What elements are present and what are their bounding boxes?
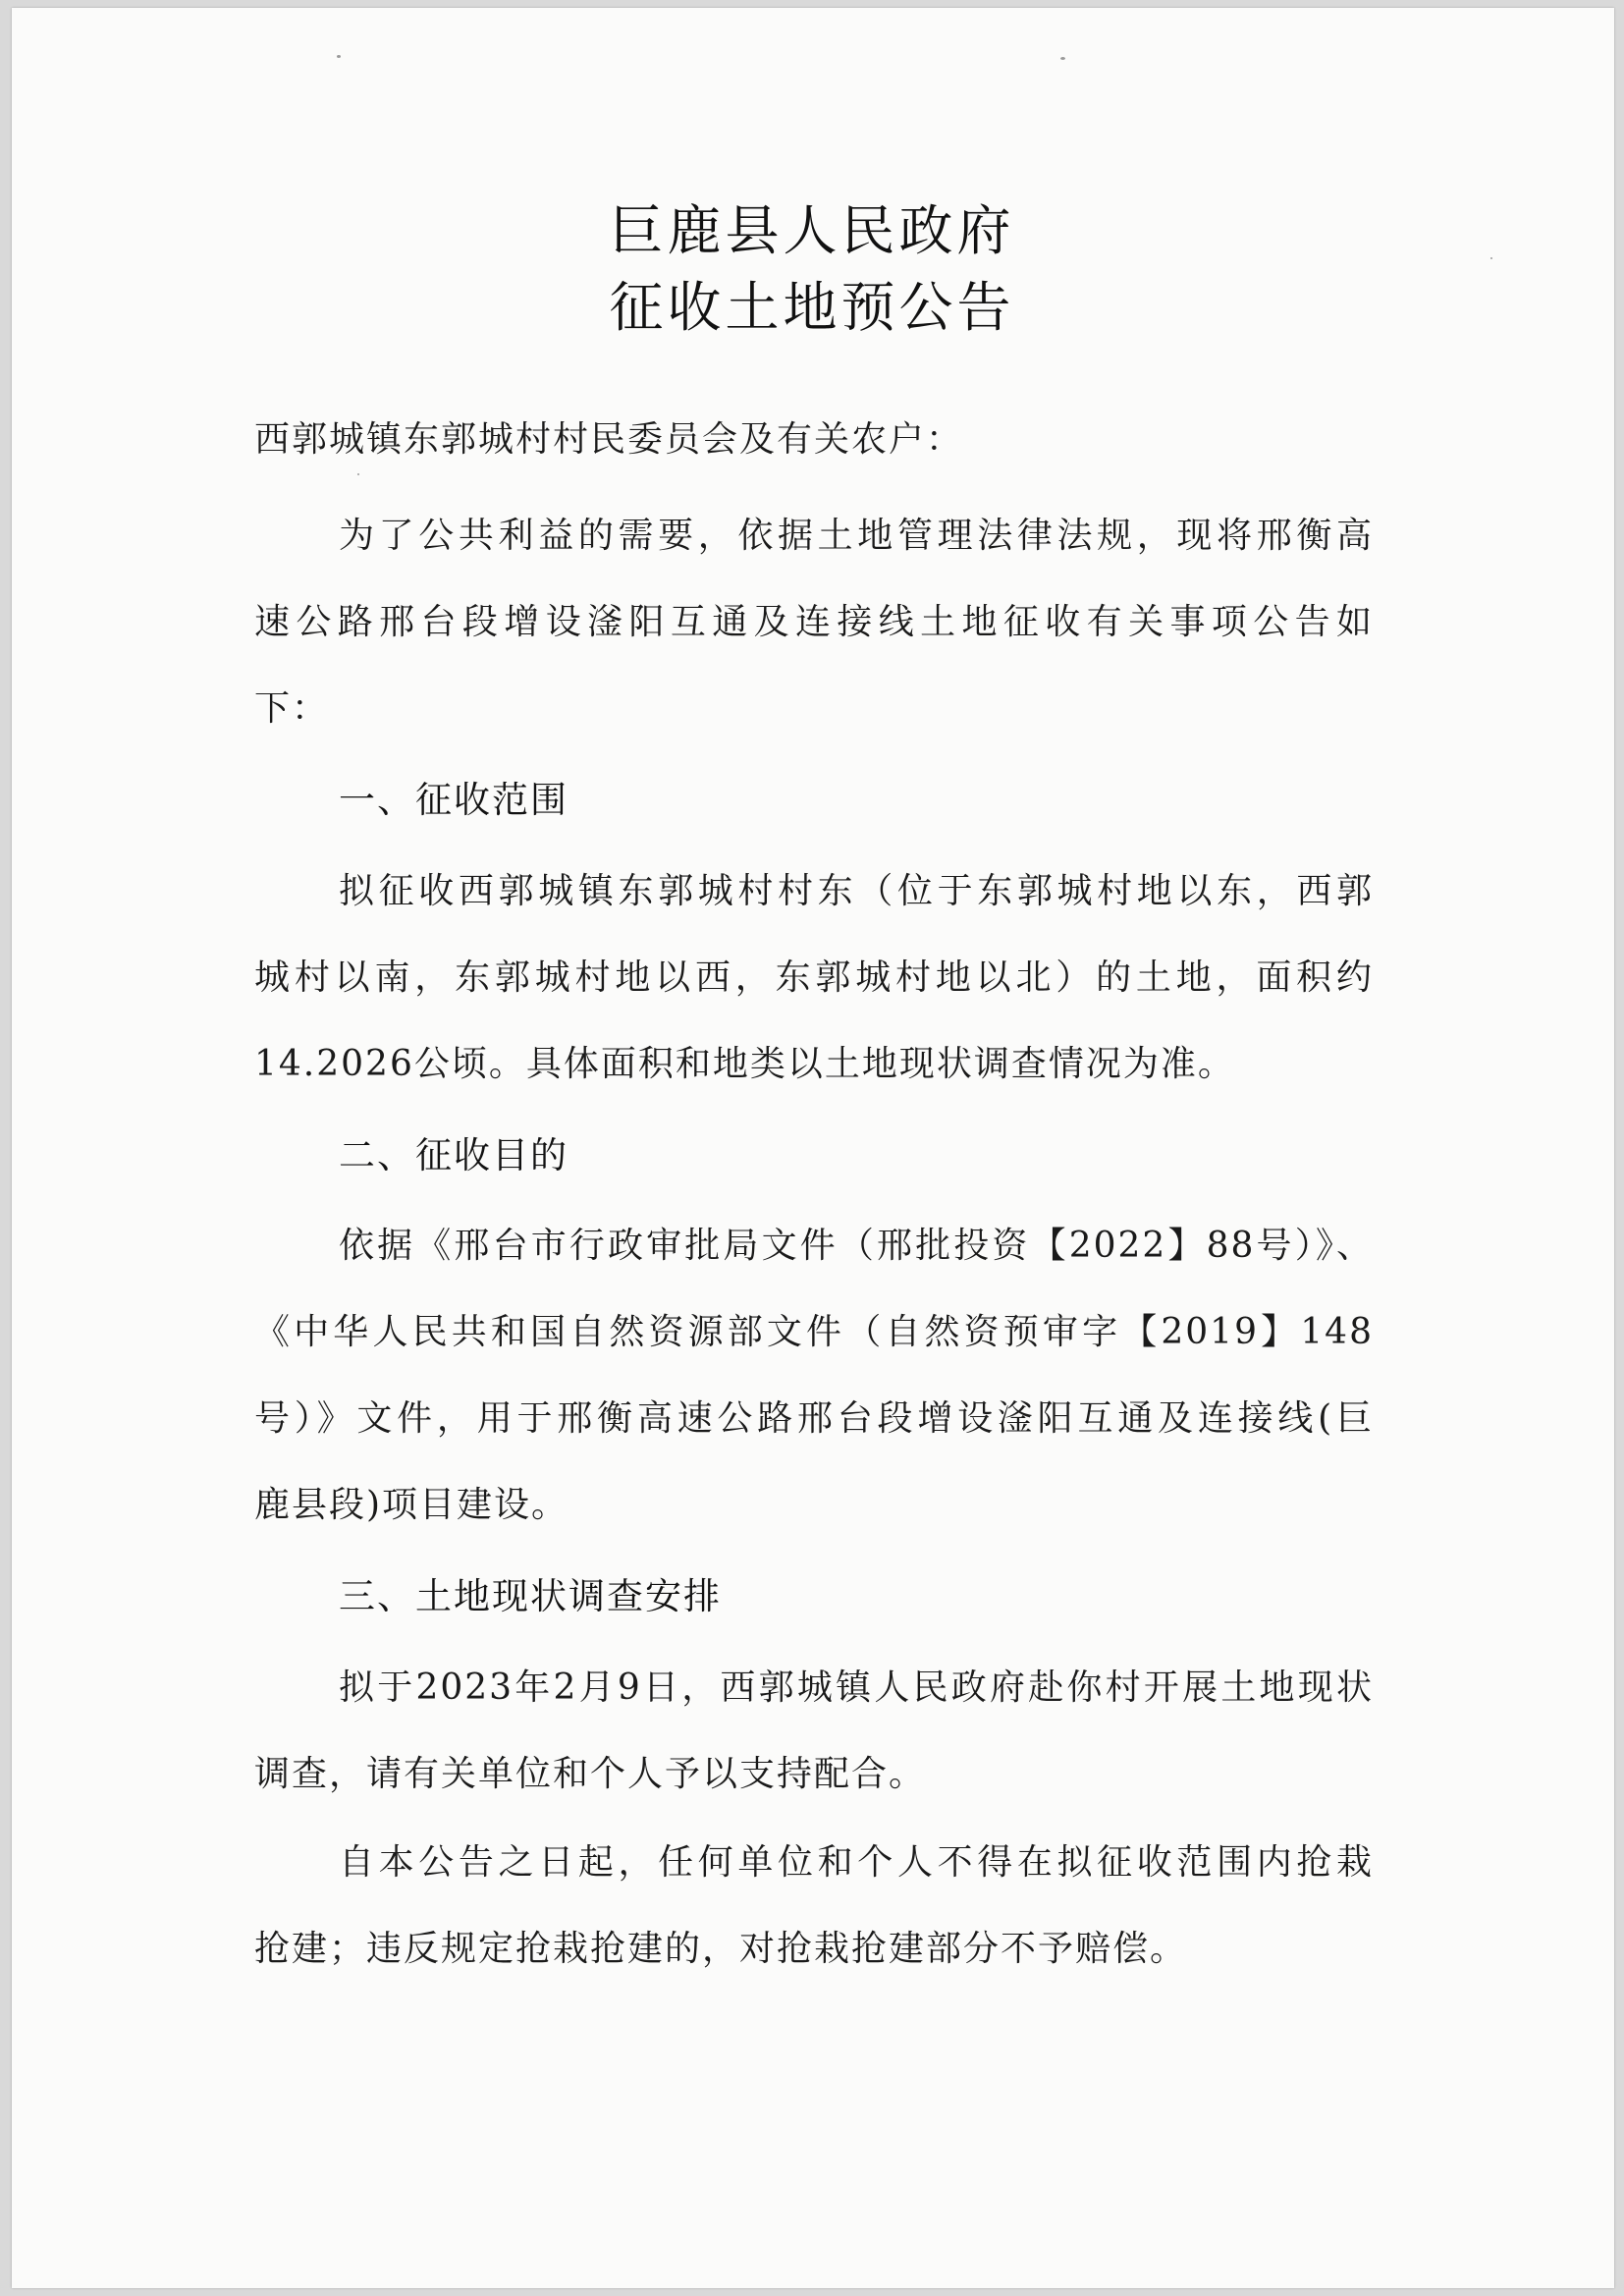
scan-speck: [1060, 57, 1065, 60]
scan-speck: [357, 473, 359, 475]
intro-line: 下：: [254, 688, 330, 729]
section-heading: 一、征收范围: [339, 779, 568, 821]
intro-line: 为了公共利益的需要，依据土地管理法律法规，现将邢衡高: [339, 516, 1374, 556]
paragraph-line: 调查，请有关单位和个人予以支持配合。: [254, 1754, 927, 1794]
paragraph-line: 号）》文件，用于邢衡高速公路邢台段增设滏阳互通及连接线(巨: [254, 1398, 1374, 1439]
paragraph-line: 抢建；违反规定抢栽抢建的，对抢栽抢建部分不予赔偿。: [254, 1929, 1188, 1969]
scan-speck: [337, 55, 341, 58]
section-heading: 二、征收目的: [339, 1134, 568, 1176]
document-subtitle: 征收土地预公告: [609, 276, 1015, 339]
paragraph-line: 拟于2023年2月9日，西郭城镇人民政府赴你村开展土地现状: [339, 1667, 1374, 1708]
paragraph-line: 拟征收西郭城镇东郭城村村东（位于东郭城村地以东，西郭: [339, 871, 1374, 911]
paragraph-line: 自本公告之日起，任何单位和个人不得在拟征收范围内抢栽: [339, 1842, 1374, 1883]
salutation: 西郭城镇东郭城村村民委员会及有关农户：: [254, 419, 964, 460]
paragraph-line: 城村以南，东郭城村地以西，东郭城村地以北）的土地，面积约: [254, 957, 1374, 998]
document-title: 巨鹿县人民政府: [609, 199, 1015, 262]
intro-line: 速公路邢台段增设滏阳互通及连接线土地征收有关事项公告如: [254, 602, 1374, 642]
paragraph-line: 依据《邢台市行政审批局文件（邢批投资【2022】88号）》、: [339, 1226, 1374, 1266]
paragraph-line: 14.2026公顷。具体面积和地类以土地现状调查情况为准。: [254, 1044, 1235, 1084]
paragraph-line: 《中华人民共和国自然资源部文件（自然资预审字【2019】148: [254, 1312, 1374, 1352]
paragraph-line: 鹿县段)项目建设。: [254, 1485, 569, 1525]
section-heading: 三、土地现状调查安排: [339, 1575, 722, 1617]
